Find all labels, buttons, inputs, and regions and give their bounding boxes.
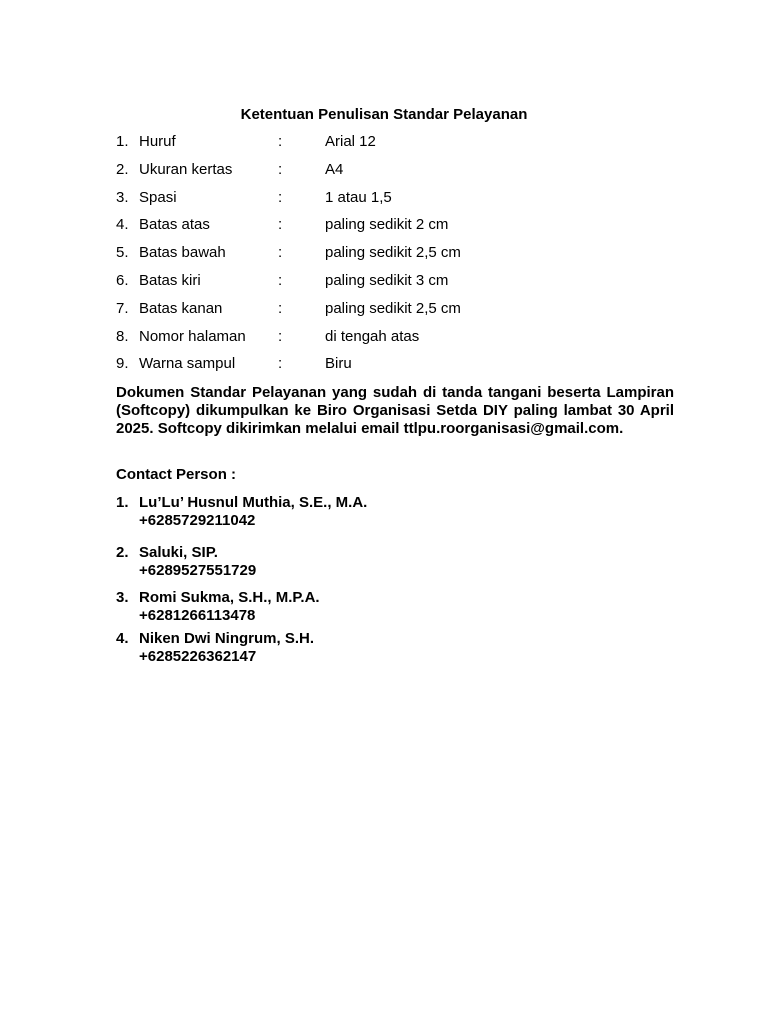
spec-colon: :: [278, 189, 283, 206]
spec-value: di tengah atas: [325, 328, 420, 345]
spec-number: 4.: [116, 216, 129, 233]
spec-label: Batas kanan: [139, 300, 223, 317]
spec-number: 2.: [116, 161, 129, 178]
spec-value: paling sedikit 3 cm: [325, 272, 449, 289]
contact-name: Romi Sukma, S.H., M.P.A.: [139, 589, 320, 606]
contact-number: 3.: [116, 589, 129, 606]
spec-value: 1 atau 1,5: [325, 189, 392, 206]
spec-row-spacing: [0, 188, 768, 208]
spec-number: 3.: [116, 189, 129, 206]
spec-label: Batas bawah: [139, 244, 226, 261]
spec-row-cover-color: [0, 354, 768, 374]
spec-row-page-number: [0, 327, 768, 347]
contact-number: 4.: [116, 630, 129, 647]
spec-colon: :: [278, 161, 283, 178]
spec-number: 8.: [116, 328, 129, 345]
contact-phone: +6285226362147: [139, 648, 257, 665]
spec-label: Huruf: [139, 133, 176, 150]
contact-person-heading: Contact Person :: [116, 466, 237, 483]
spec-label: Nomor halaman: [139, 328, 246, 345]
spec-number: 5.: [116, 244, 129, 261]
spec-row-font: [0, 132, 768, 152]
spec-number: 7.: [116, 300, 129, 317]
contact-name: Lu’Lu’ Husnul Muthia, S.E., M.A.: [139, 494, 368, 511]
spec-value: Biru: [325, 355, 352, 372]
spec-row-bottom-margin: [0, 243, 768, 263]
spec-label: Batas atas: [139, 216, 210, 233]
submission-notice: Dokumen Standar Pelayanan yang sudah di tanda tangani beserta Lampiran (Softcopy) dikumpulkan ke Biro Organisasi Setda DIY paling lambat 30 April 2025. Softcopy dikirimkan melalui email ttlpu.roorganisasi@gmail.com.: [116, 384, 674, 437]
spec-number: 1.: [116, 133, 129, 150]
spec-row-left-margin: [0, 271, 768, 291]
spec-colon: :: [278, 244, 283, 261]
contact-number: 2.: [116, 544, 129, 561]
spec-row-paper-size: [0, 160, 768, 180]
spec-colon: :: [278, 133, 283, 150]
spec-label: Spasi: [139, 189, 177, 206]
spec-row-top-margin: [0, 215, 768, 235]
spec-value: paling sedikit 2,5 cm: [325, 300, 461, 317]
spec-value: Arial 12: [325, 133, 376, 150]
spec-value: A4: [325, 161, 344, 178]
contact-name: Saluki, SIP.: [139, 544, 218, 561]
spec-value: paling sedikit 2 cm: [325, 216, 449, 233]
spec-label: Ukuran kertas: [139, 161, 233, 178]
contact-phone: +6289527551729: [139, 562, 257, 579]
spec-row-right-margin: [0, 299, 768, 319]
spec-colon: :: [278, 328, 283, 345]
spec-label: Batas kiri: [139, 272, 201, 289]
spec-colon: :: [278, 355, 283, 372]
page-title: Ketentuan Penulisan Standar Pelayanan: [240, 106, 528, 123]
spec-colon: :: [278, 300, 283, 317]
spec-colon: :: [278, 216, 283, 233]
spec-value: paling sedikit 2,5 cm: [325, 244, 461, 261]
spec-number: 9.: [116, 355, 129, 372]
contact-phone: +6285729211042: [139, 512, 256, 529]
spec-number: 6.: [116, 272, 129, 289]
spec-label: Warna sampul: [139, 355, 236, 372]
spec-colon: :: [278, 272, 283, 289]
contact-phone: +6281266113478: [139, 607, 256, 624]
contact-number: 1.: [116, 494, 129, 511]
contact-name: Niken Dwi Ningrum, S.H.: [139, 630, 315, 647]
